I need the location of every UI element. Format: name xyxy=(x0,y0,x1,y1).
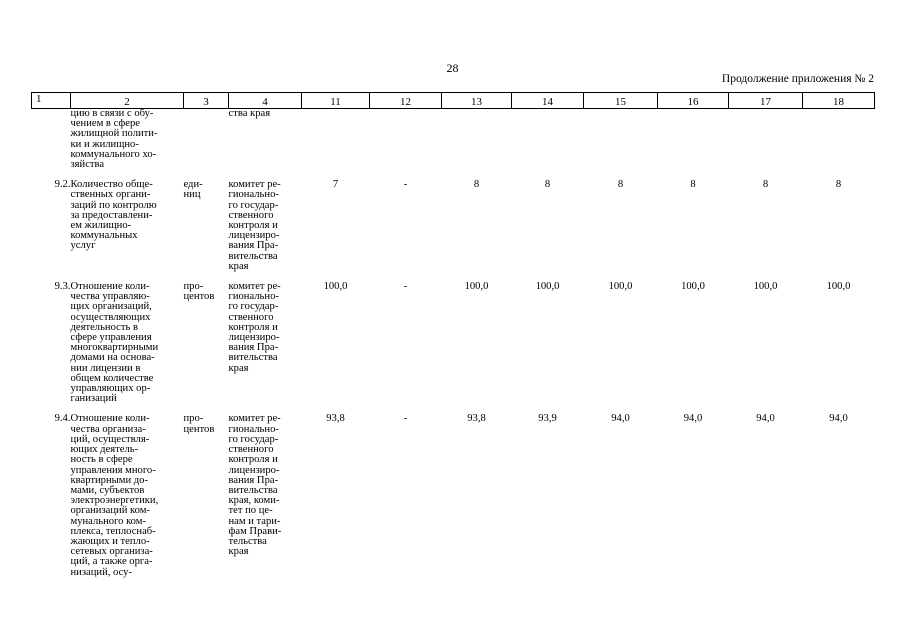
indicator-name-line: чением в сфере xyxy=(70,118,140,130)
table-row xyxy=(32,180,875,272)
year-value: 100,0 xyxy=(323,281,348,293)
responsible-org-line: края xyxy=(228,362,249,374)
responsible-org-line: контроля и xyxy=(228,321,278,333)
indicator-name-line: организаций ком- xyxy=(70,505,150,517)
indicator-name-line: сфере управления xyxy=(70,332,152,344)
year-value: 8 xyxy=(835,179,842,191)
indicator-name-line: ганизаций xyxy=(70,393,117,405)
responsible-org-line: го государ- xyxy=(228,199,279,211)
indicator-name-line: коммунальных xyxy=(70,230,138,242)
row-number xyxy=(32,109,71,171)
responsible-org-line: края, коми- xyxy=(228,495,280,507)
responsible-org-line: фам Прави- xyxy=(228,525,282,537)
indicator-name-line: щих организаций, xyxy=(70,301,152,313)
column-header: 17 xyxy=(729,93,803,109)
year-value: 93,8 xyxy=(467,413,486,425)
unit xyxy=(184,414,229,577)
responsible-org-line: вительства xyxy=(228,250,278,262)
table-body xyxy=(32,109,875,578)
year-value: 7 xyxy=(332,179,339,191)
column-header: 18 xyxy=(803,93,875,109)
indicator-name-line: чества организа- xyxy=(70,423,146,435)
indicator-name-line: домами на основа- xyxy=(70,352,155,364)
responsible-org xyxy=(229,414,302,577)
row-gap xyxy=(32,404,875,414)
responsible-org-line: нам и тари- xyxy=(228,515,281,527)
responsible-org-line: лицензиро- xyxy=(228,332,280,344)
year-value: 94,0 xyxy=(756,413,775,425)
year-value xyxy=(658,109,729,171)
indicator-name-line: ственных органи- xyxy=(70,189,151,201)
column-header: 2 xyxy=(71,93,184,109)
indicator-name-line: жилищной полити- xyxy=(70,128,158,140)
unit-line: еди- xyxy=(183,179,203,191)
column-header: 13 xyxy=(442,93,512,109)
indicator-name-line: коммунального хо- xyxy=(70,148,157,160)
year-value xyxy=(512,109,584,171)
year-value: 8 xyxy=(762,179,769,191)
column-header: 12 xyxy=(370,93,442,109)
responsible-org-line: контроля и xyxy=(228,454,278,466)
year-value: 100,0 xyxy=(753,281,778,293)
responsible-org-line: го государ- xyxy=(228,301,279,313)
year-value: 93,8 xyxy=(326,413,345,425)
indicator-name-line: ем жилищно- xyxy=(70,220,132,232)
year-value: 100,0 xyxy=(464,281,489,293)
table-row xyxy=(32,282,875,404)
year-value: 100,0 xyxy=(608,281,633,293)
responsible-org-line: вительства xyxy=(228,352,278,364)
responsible-org-line: тельства xyxy=(228,535,267,547)
year-value xyxy=(302,109,370,171)
responsible-org-line: комитет ре- xyxy=(228,413,281,425)
column-header: 4 xyxy=(229,93,302,109)
page-number: 28 xyxy=(446,61,459,75)
row-number: 9.2. xyxy=(54,179,71,191)
indicator-name-line: ций, а также орга- xyxy=(70,556,153,568)
responsible-org-line: контроля и xyxy=(228,220,278,232)
row-gap xyxy=(32,170,875,180)
indicator-name-line: за предоставлени- xyxy=(70,209,153,221)
indicator-name-line: ющих деятель- xyxy=(70,444,139,456)
year-value: 94,0 xyxy=(683,413,703,425)
indicator-name-line: ций, осуществля- xyxy=(70,433,150,445)
year-value: - xyxy=(403,179,408,191)
year-value: 8 xyxy=(617,179,624,191)
indicator-name-line: многоквартирными xyxy=(70,342,159,354)
column-header: 11 xyxy=(302,93,370,109)
unit-line: ниц xyxy=(183,189,201,201)
indicator-name-line: чества управляю- xyxy=(70,291,150,303)
indicator-name-line: заций по контролю xyxy=(70,199,157,211)
year-value: 8 xyxy=(473,179,480,191)
year-value: 93,9 xyxy=(538,413,557,425)
table-row-continued xyxy=(32,109,875,171)
indicator-name-line: плекса, теплоснаб- xyxy=(70,525,156,537)
row-gap-cell xyxy=(32,404,875,414)
indicator-name-line: управляющих ор- xyxy=(70,383,151,395)
year-value xyxy=(442,109,512,171)
column-header: 14 xyxy=(512,93,584,109)
year-value xyxy=(370,109,442,171)
responsible-org-line: края xyxy=(228,546,249,558)
responsible-org-line: ственного xyxy=(228,311,274,323)
responsible-org-line: вания Пра- xyxy=(228,342,279,354)
column-header: 1 xyxy=(32,93,71,109)
indicator-name-line: низаций, осу- xyxy=(70,566,132,578)
responsible-org-line: ственного xyxy=(228,209,274,221)
column-header-row xyxy=(32,93,875,109)
indicator-name-line: управления много- xyxy=(70,464,156,476)
row-number: 9.3. xyxy=(54,281,71,293)
column-header: 3 xyxy=(184,93,229,109)
year-value xyxy=(803,109,875,171)
responsible-org-line: комитет ре- xyxy=(228,281,281,293)
year-value: 8 xyxy=(544,179,551,191)
row-number: 9.4. xyxy=(54,413,71,425)
indicator-name-line: жающих и тепло- xyxy=(70,535,150,547)
unit-line: центов xyxy=(183,291,215,303)
unit-line: про- xyxy=(183,413,204,425)
responsible-org-line: гионально- xyxy=(228,189,279,201)
indicator-name-line: ность в сфере xyxy=(70,454,133,466)
unit-line: центов xyxy=(183,423,215,435)
indicator-name-line: мунального ком- xyxy=(70,515,147,527)
indicator-name xyxy=(71,414,184,577)
responsible-org-line: вительства xyxy=(228,484,278,496)
continuation-caption: Продолжение приложения № 2 xyxy=(721,73,874,85)
indicator-name xyxy=(71,109,184,171)
indicator-name xyxy=(71,282,184,404)
year-value: 100,0 xyxy=(535,281,560,293)
responsible-org xyxy=(229,282,302,404)
indicator-name-line: Отношение коли- xyxy=(70,281,150,293)
unit xyxy=(184,109,229,171)
responsible-org-line: гионально- xyxy=(228,291,279,303)
unit-line: про- xyxy=(183,281,204,293)
responsible-org-line: вания Пра- xyxy=(228,474,279,486)
responsible-org-line: вания Пра- xyxy=(228,240,279,252)
indicator-name-line: осуществляющих xyxy=(70,311,151,323)
year-value: 8 xyxy=(690,179,696,191)
responsible-org-line: ственного xyxy=(228,444,274,456)
table-row xyxy=(32,414,875,577)
year-value xyxy=(584,109,658,171)
responsible-org-line: гионально- xyxy=(228,423,279,435)
unit xyxy=(184,180,229,272)
data-table xyxy=(31,92,875,578)
year-value: - xyxy=(403,281,408,293)
row-gap xyxy=(32,272,875,282)
responsible-org-line: го государ- xyxy=(228,433,279,445)
responsible-org-line: края xyxy=(228,260,249,272)
responsible-org-line: тет по це- xyxy=(228,505,273,517)
indicator-name-line: квартирными до- xyxy=(70,474,148,486)
year-value xyxy=(729,109,803,171)
year-value: 94,0 xyxy=(611,413,630,425)
indicator-name-line: ки и жилищно- xyxy=(70,138,139,150)
year-value: 100,0 xyxy=(681,281,705,293)
responsible-org xyxy=(229,109,302,171)
indicator-name-line: нии лицензии в xyxy=(70,362,141,374)
responsible-org xyxy=(229,180,302,272)
responsible-org-line: лицензиро- xyxy=(228,230,280,242)
indicator-name-line: общем количестве xyxy=(70,372,154,384)
indicator-name-line: деятельность в xyxy=(70,321,138,333)
unit xyxy=(184,282,229,404)
indicator-name xyxy=(71,180,184,272)
indicator-name-line: услуг xyxy=(70,240,96,252)
indicator-name-line: зяйства xyxy=(70,159,105,171)
row-gap-cell xyxy=(32,272,875,282)
indicator-name-line: сетевых организа- xyxy=(70,546,153,558)
column-header: 16 xyxy=(658,93,729,109)
indicator-name-line: Отношение коли- xyxy=(70,413,150,425)
indicator-name-line: мами, субъектов xyxy=(70,484,145,496)
indicator-name-line: электроэнергетики, xyxy=(70,495,159,507)
year-value: 100,0 xyxy=(826,281,851,293)
indicator-name-line: цию в связи с обу- xyxy=(70,108,154,119)
year-value: 94,0 xyxy=(829,413,848,425)
year-value: - xyxy=(403,413,408,425)
column-header: 15 xyxy=(584,93,658,109)
responsible-org-line: ства края xyxy=(228,108,271,119)
responsible-org-line: комитет ре- xyxy=(228,179,281,191)
row-gap-cell xyxy=(32,170,875,180)
responsible-org-line: лицензиро- xyxy=(228,464,280,476)
indicator-name-line: Количество обще- xyxy=(70,179,153,191)
